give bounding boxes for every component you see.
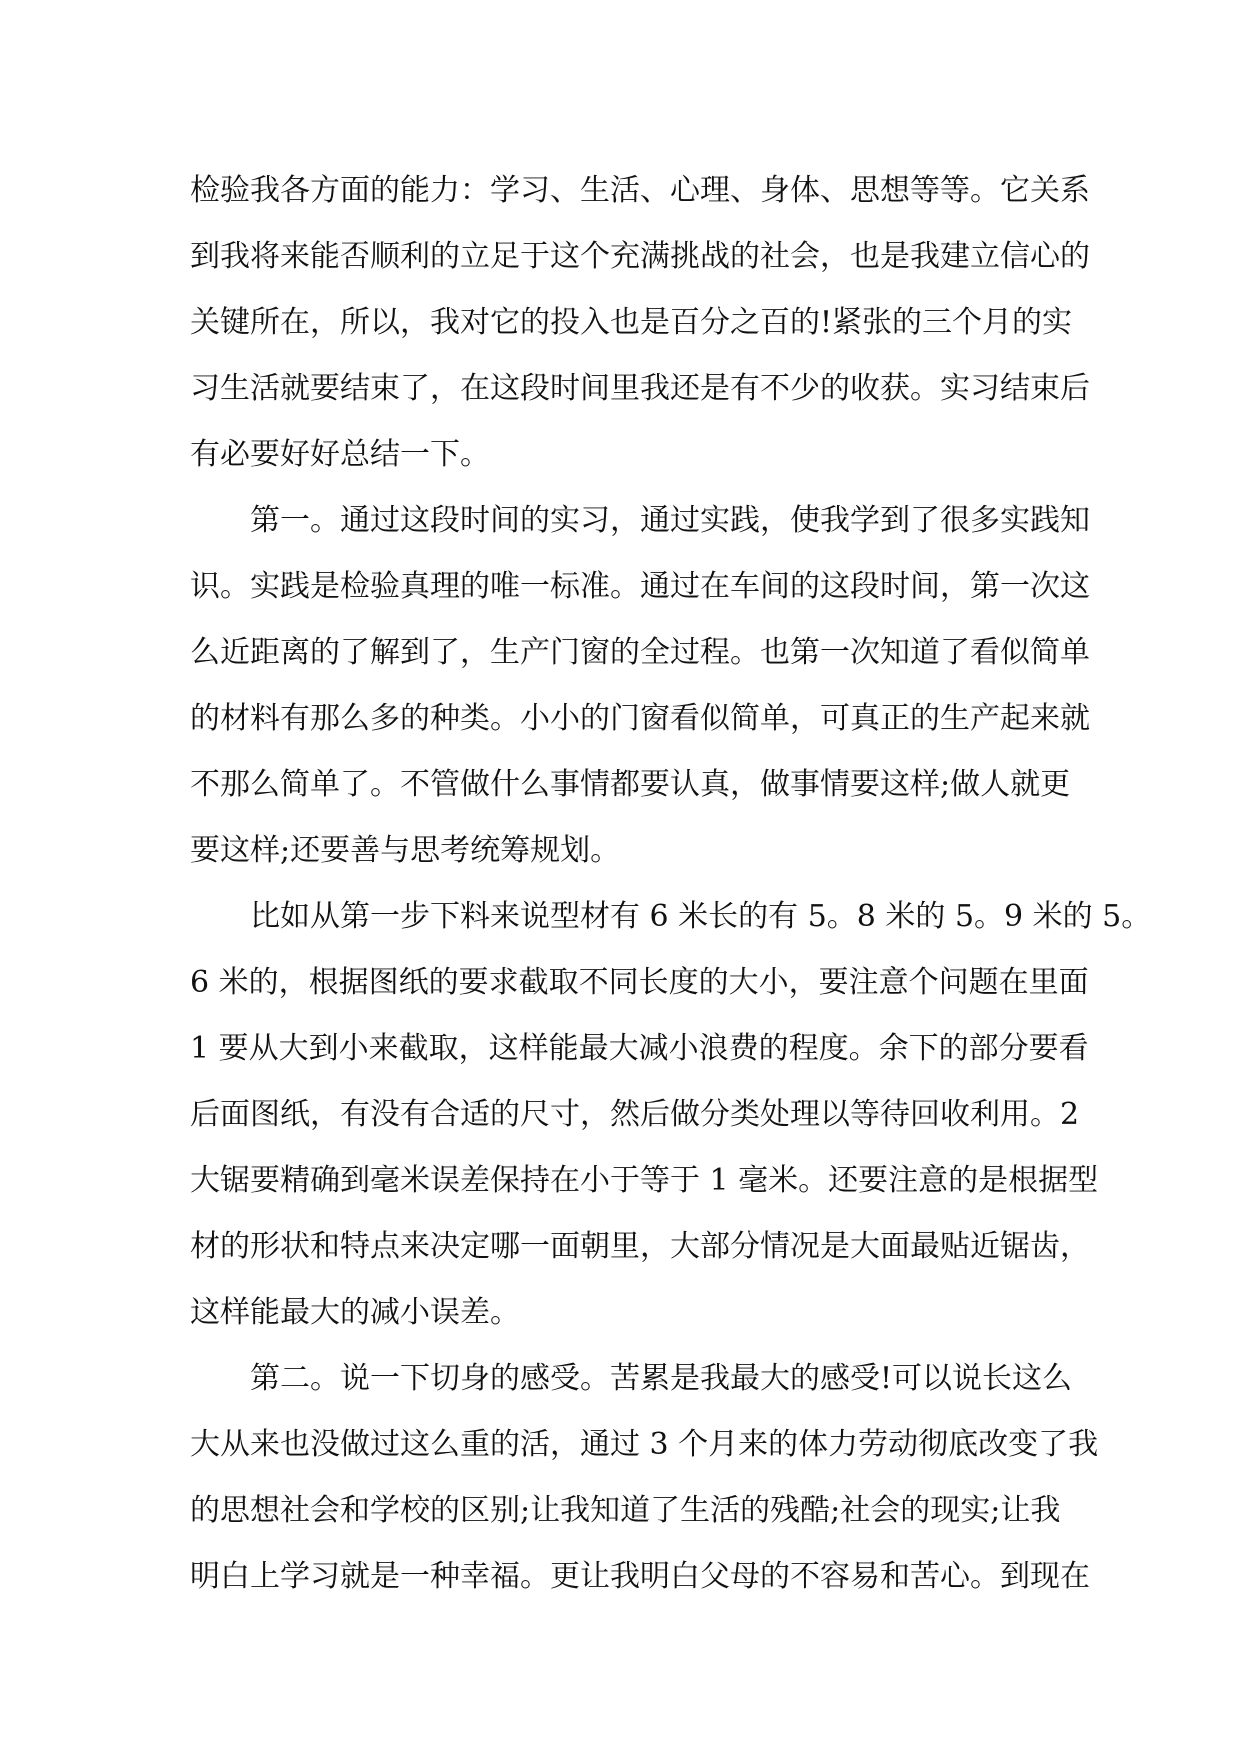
text-line: 的思想社会和学校的区别;让我知道了生活的残酷;社会的现实;让我 [190,1493,1061,1528]
text-line: 第二。说一下切身的感受。苦累是我最大的感受!可以说长这么 [250,1361,1073,1396]
text-line: 习生活就要结束了，在这段时间里我还是有不少的收获。实习结束后 [190,371,1090,406]
text-line: 材的形状和特点来决定哪一面朝里，大部分情况是大面最贴近锯齿， [190,1229,1090,1264]
text-line: 到我将来能否顺利的立足于这个充满挑战的社会，也是我建立信心的 [190,239,1090,274]
text-line: 么近距离的了解到了，生产门窗的全过程。也第一次知道了看似简单 [190,635,1090,670]
text-line: 的材料有那么多的种类。小小的门窗看似简单，可真正的生产起来就 [190,701,1090,736]
text-line: 1 要从大到小来截取，这样能最大减小浪费的程度。余下的部分要看 [190,1031,1089,1066]
text-line: 大锯要精确到毫米误差保持在小于等于 1 毫米。还要注意的是根据型 [190,1163,1099,1198]
text-line: 识。实践是检验真理的唯一标准。通过在车间的这段时间，第一次这 [190,569,1090,604]
text-line: 后面图纸，有没有合适的尺寸，然后做分类处理以等待回收利用。2 [190,1097,1080,1132]
text-line: 检验我各方面的能力：学习、生活、心理、身体、思想等等。它关系 [190,173,1090,208]
text-line: 这样能最大的减小误差。 [190,1295,520,1330]
text-line: 6 米的，根据图纸的要求截取不同长度的大小，要注意个问题在里面 [190,965,1089,1000]
text-line: 大从来也没做过这么重的活，通过 3 个月来的体力劳动彻底改变了我 [190,1427,1099,1462]
text-line: 第一。通过这段时间的实习，通过实践，使我学到了很多实践知 [250,503,1090,538]
text-line: 关键所在，所以，我对它的投入也是百分之百的!紧张的三个月的实 [190,305,1073,340]
body-text [190,158,1152,1610]
text-line: 比如从第一步下料来说型材有 6 米长的有 5。8 米的 5。9 米的 5。 [250,899,1152,934]
text-line: 有必要好好总结一下。 [190,437,490,472]
text-line: 明白上学习就是一种幸福。更让我明白父母的不容易和苦心。到现在 [190,1559,1090,1594]
text-line: 不那么简单了。不管做什么事情都要认真，做事情要这样;做人就更 [190,767,1071,802]
text-line: 要这样;还要善与思考统筹规划。 [190,833,621,868]
